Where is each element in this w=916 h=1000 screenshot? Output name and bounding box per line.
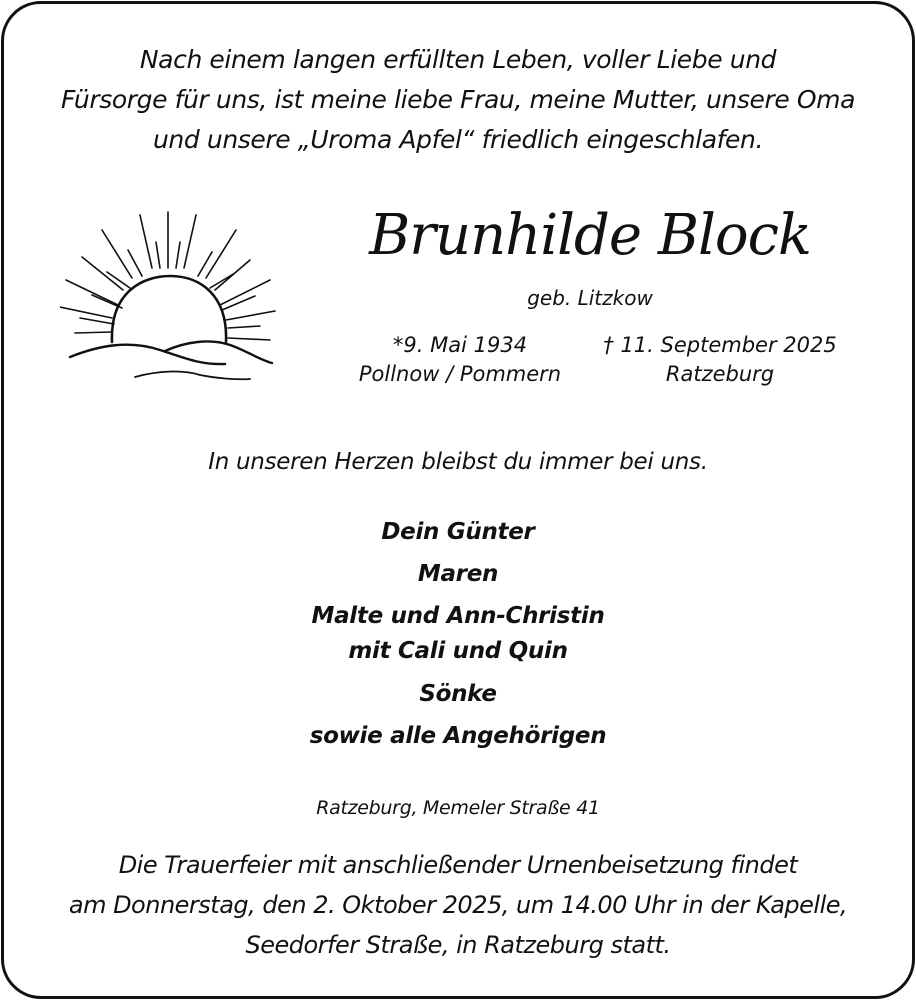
mourner-line: mit Cali und Quin: [348, 638, 568, 664]
maiden-name: geb. Litzkow: [527, 286, 653, 310]
intro-line: Fürsorge für uns, ist meine liebe Frau, meine Mutter, unsere Oma: [60, 85, 856, 114]
intro-line: und unsere „Uroma Apfel“ friedlich eingeschlafen.: [152, 125, 764, 154]
intro-line: Nach einem langen erfüllten Leben, voller Liebe und: [139, 45, 777, 74]
birth-date: *9. Mai 1934: [392, 333, 528, 357]
death-info: [595, 331, 845, 389]
mourner-line: Dein Günter: [381, 519, 535, 545]
service-info: [0, 845, 916, 965]
service-line: Die Trauerfeier mit anschließender Urnenbeisetzung findet: [118, 851, 798, 879]
death-date: † 11. September 2025: [603, 333, 837, 357]
death-place: Ratzeburg: [665, 362, 775, 386]
service-line: Seedorfer Straße, in Ratzeburg statt.: [245, 931, 671, 959]
sunset-over-hills-icon: [60, 200, 290, 385]
motto: In unseren Herzen bleibst du immer bei uns.: [208, 449, 708, 475]
birth-info: [340, 331, 580, 389]
intro-text: [0, 40, 916, 160]
family-address: Ratzeburg, Memeler Straße 41: [316, 797, 600, 819]
birth-place: Pollnow / Pommern: [358, 362, 562, 386]
deceased-name: Brunhilde Block: [369, 203, 811, 268]
service-line: am Donnerstag, den 2. Oktober 2025, um 14.00 Uhr in der Kapelle,: [68, 891, 848, 919]
mourner-line: Maren: [417, 561, 499, 587]
mourner-line: sowie alle Angehörigen: [309, 723, 607, 749]
mourner-line: Malte und Ann-Christin: [311, 603, 605, 629]
mourner-line: Sönke: [419, 681, 497, 707]
